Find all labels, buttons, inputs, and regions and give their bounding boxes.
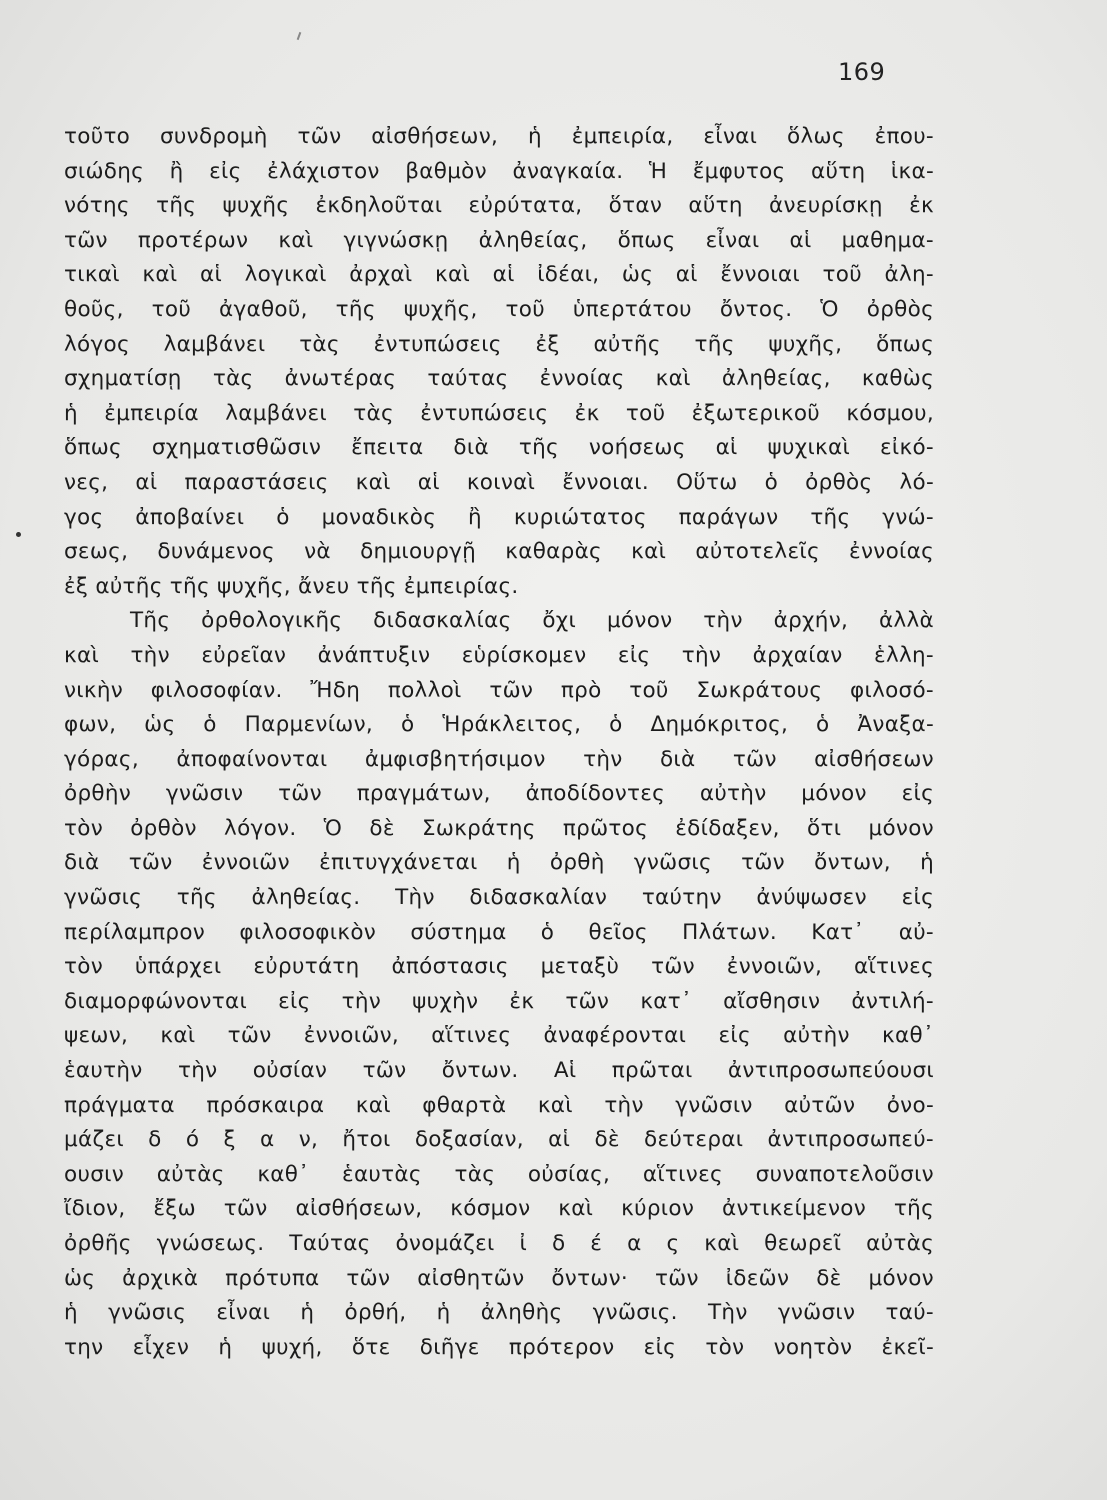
- text-line: την εἶχεν ἡ ψυχή, ὅτε διῆγε πρότερον εἰς τὸν νοητὸν ἐκεῖ-: [64, 1334, 934, 1360]
- text-line: φων, ὡς ὁ Παρμενίων, ὁ Ἡράκλειτος, ὁ Δημόκριτος, ὁ Ἀναξα-: [64, 712, 934, 738]
- text-line: ἡ ἐμπειρία λαμβάνει τὰς ἐντυπώσεις ἐκ τοῦ ἐξωτερικοῦ κόσμου,: [64, 400, 934, 426]
- text-line: τῶν προτέρων καὶ γιγνώσκῃ ἀληθείας, ὅπως εἶναι αἱ μαθημα-: [64, 227, 934, 253]
- body-text: [64, 120, 934, 1365]
- text-line: ἑαυτὴν τὴν οὐσίαν τῶν ὄντων. Αἱ πρῶται ἀντιπροσωπεύουσι: [64, 1058, 934, 1084]
- text-line: ὀρθῆς γνώσεως. Ταύτας ὀνομάζει ἰ δ έ α ς καὶ θεωρεῖ αὐτὰς: [64, 1231, 934, 1256]
- text-line: καὶ τὴν εὐρεῖαν ἀνάπτυξιν εὑρίσκομεν εἰς τὴν ἀρχαίαν ἑλλη-: [64, 642, 934, 668]
- margin-dot: [16, 532, 21, 537]
- text-line: ουσιν αὐτὰς καθ᾽ ἑαυτὰς τὰς οὐσίας, αἵτινες συναποτελοῦσιν: [64, 1161, 934, 1187]
- text-line: σιώδης ἢ εἰς ἐλάχιστον βαθμὸν ἀναγκαία. Ἡ ἔμφυτος αὕτη ἱκα-: [64, 158, 934, 184]
- scan-mark: [297, 32, 302, 40]
- text-line: λόγος λαμβάνει τὰς ἐντυπώσεις ἐξ αὐτῆς τῆς ψυχῆς, ὅπως: [64, 331, 934, 357]
- page-number: 169: [838, 58, 886, 86]
- text-line: ὡς ἀρχικὰ πρότυπα τῶν αἰσθητῶν ὄντων· τῶν ἰδεῶν δὲ μόνον: [64, 1265, 934, 1291]
- text-line: τικαὶ καὶ αἱ λογικαὶ ἀρχαὶ καὶ αἱ ἰδέαι, ὡς αἱ ἔννοιαι τοῦ ἀλη-: [64, 262, 934, 288]
- text-line: θοῦς, τοῦ ἀγαθοῦ, τῆς ψυχῆς, τοῦ ὑπερτάτου ὄντος. Ὁ ὀρθὸς: [64, 296, 934, 322]
- text-line: γνῶσις τῆς ἀληθείας. Τὴν διδασκαλίαν ταύτην ἀνύψωσεν εἰς: [64, 885, 934, 911]
- text-line: σεως, δυνάμενος νὰ δημιουργῇ καθαρὰς καὶ αὐτοτελεῖς ἐννοίας: [64, 539, 934, 565]
- text-line: ἴδιον, ἔξω τῶν αἰσθήσεων, κόσμον καὶ κύριον ἀντικείμενον τῆς: [64, 1196, 934, 1222]
- text-line: μάζει δ ό ξ α ν, ἤτοι δοξασίαν, αἱ δὲ δεύτεραι ἀντιπροσωπεύ-: [64, 1127, 934, 1153]
- text-line: ἐξ αὐτῆς τῆς ψυχῆς, ἄνευ τῆς ἐμπειρίας.: [64, 573, 519, 599]
- text-line: περίλαμπρον φιλοσοφικὸν σύστημα ὁ θεῖος Πλάτων. Κατ᾽ αὐ-: [64, 919, 934, 945]
- text-line: τὸν ὀρθὸν λόγον. Ὁ δὲ Σωκράτης πρῶτος ἐδίδαξεν, ὅτι μόνον: [64, 815, 934, 841]
- text-line: τὸν ὑπάρχει εὐρυτάτη ἀπόστασις μεταξὺ τῶν ἐννοιῶν, αἵτινες: [64, 954, 934, 980]
- text-line: νες, αἱ παραστάσεις καὶ αἱ κοιναὶ ἔννοιαι. Οὕτω ὁ ὀρθὸς λό-: [64, 469, 934, 495]
- text-line: ψεων, καὶ τῶν ἐννοιῶν, αἵτινες ἀναφέρονται εἰς αὐτὴν καθ᾽: [64, 1023, 934, 1049]
- text-line: γόρας, ἀποφαίνονται ἀμφισβητήσιμον τὴν διὰ τῶν αἰσθήσεων: [64, 746, 934, 772]
- text-line: γος ἀποβαίνει ὁ μοναδικὸς ἢ κυριώτατος παράγων τῆς γνώ-: [64, 504, 934, 530]
- text-line: ὀρθὴν γνῶσιν τῶν πραγμάτων, ἀποδίδοντες αὐτὴν μόνον εἰς: [64, 781, 934, 807]
- text-line: ὅπως σχηματισθῶσιν ἔπειτα διὰ τῆς νοήσεως αἱ ψυχικαὶ εἰκό-: [64, 435, 934, 461]
- text-line: διὰ τῶν ἐννοιῶν ἐπιτυγχάνεται ἡ ὀρθὴ γνῶσις τῶν ὄντων, ἡ: [64, 850, 934, 876]
- text-line: πράγματα πρόσκαιρα καὶ φθαρτὰ καὶ τὴν γνῶσιν αὐτῶν ὀνο-: [64, 1092, 934, 1118]
- text-line: νικὴν φιλοσοφίαν. Ἤδη πολλοὶ τῶν πρὸ τοῦ Σωκράτους φιλοσό-: [64, 677, 934, 703]
- paragraph-start-line: Τῆς ὀρθολογικῆς διδασκαλίας ὄχι μόνον τὴν ἀρχήν, ἀλλὰ: [130, 608, 934, 634]
- text-line: διαμορφώνονται εἰς τὴν ψυχὴν ἐκ τῶν κατ᾽ αἴσθησιν ἀντιλή-: [64, 988, 934, 1014]
- text-line: τοῦτο συνδρομὴ τῶν αἰσθήσεων, ἡ ἐμπειρία, εἶναι ὅλως ἐπου-: [64, 124, 934, 149]
- text-line: ἡ γνῶσις εἶναι ἡ ὀρθή, ἡ ἀληθὴς γνῶσις. Τὴν γνῶσιν ταύ-: [64, 1300, 934, 1326]
- text-line: σχηματίσῃ τὰς ἀνωτέρας ταύτας ἐννοίας καὶ ἀληθείας, καθὼς: [64, 366, 934, 392]
- text-line: νότης τῆς ψυχῆς ἐκδηλοῦται εὐρύτατα, ὅταν αὕτη ἀνευρίσκῃ ἐκ: [64, 193, 934, 219]
